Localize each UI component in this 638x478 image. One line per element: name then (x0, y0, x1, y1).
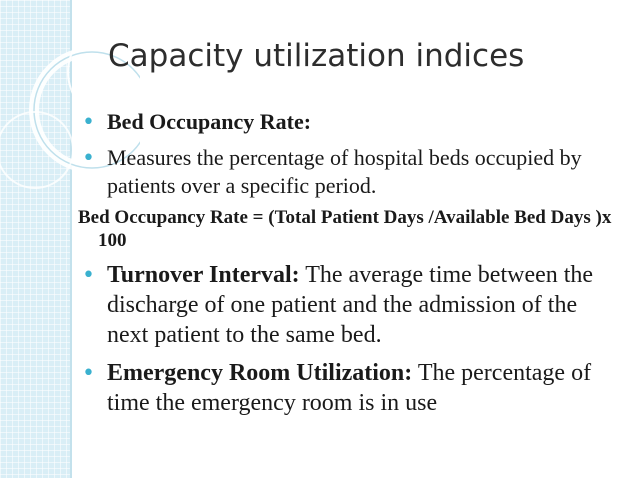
bullet-icon: • (82, 146, 95, 171)
item-text: Measures the percentage of hospital beds occupied by patients over a specific period. (107, 145, 582, 198)
list-item (82, 358, 622, 418)
item-text: The percentage of time the emergency room is in use (107, 360, 592, 416)
bullet-icon: • (82, 263, 95, 288)
slide-body (78, 108, 622, 418)
item-heading: Turnover Interval: (107, 262, 300, 288)
bullet-icon: • (82, 361, 95, 386)
list-item (82, 260, 622, 350)
list-item (82, 108, 622, 136)
slide-title: Capacity utilization indices (108, 38, 525, 74)
formula-text: Bed Occupancy Rate = (Total Patient Days /Available Bed Days )x 100 (78, 207, 612, 251)
list-item (82, 144, 622, 200)
item-heading: Bed Occupancy Rate: (107, 109, 312, 134)
bullet-icon: • (82, 110, 95, 135)
item-text: The average time between the discharge of one patient and the admission of the next patient to the same bed. (107, 262, 594, 348)
item-heading: Emergency Room Utilization: (107, 360, 413, 386)
